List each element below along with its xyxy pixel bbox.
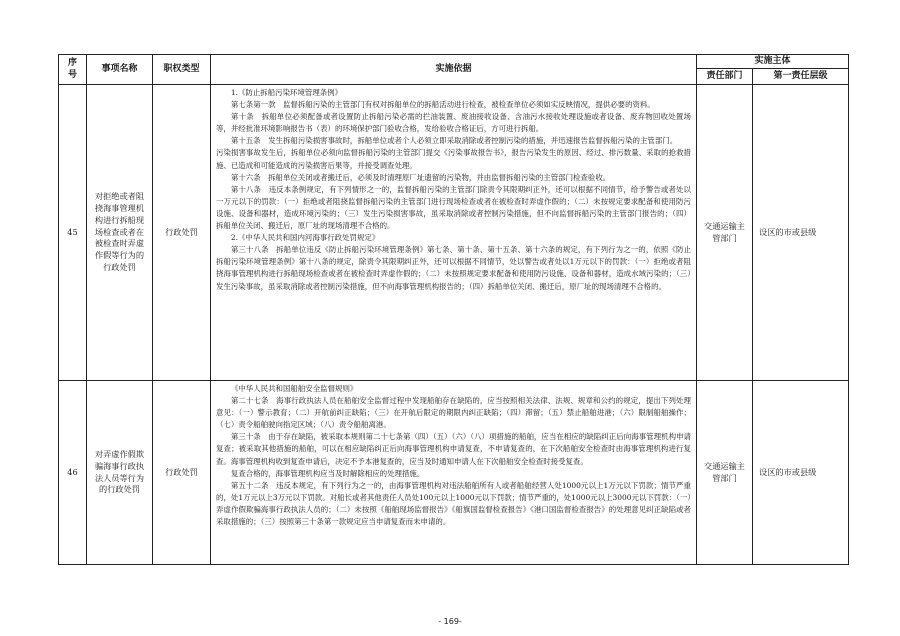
header-subject: 实施主体 bbox=[697, 55, 849, 69]
header-level: 第一责任层级 bbox=[753, 69, 849, 85]
row-seq: 46 bbox=[59, 381, 87, 565]
basis-line: 第十五条 发生拆船污染损害事故时，拆船单位或者个人必须立即采取消除或者控制污染的措施，并迅速报告监督拆船污染的主管部门。 bbox=[230, 136, 678, 146]
basis-line: 复查合格的，海事管理机构应当及时解除相应的处理措施。 bbox=[230, 468, 425, 478]
basis-line: 第五十二条 违反本规定，有下列行为之一的，由海事管理机构对违法船舶所有人或者船舶经营人处1000元以上1万元以下罚款；情节严重的，处1万元以上3万元以下罚款。对船长或者其他责任人员处100元以上1000元以下罚款；情节严重的，处1000元以上3000元以下罚款：（一）弄虚作假欺骗海事行政执法人员的；（二）未按照《船舶现场监督报告》《船旗国监督检查报告》《港口国监督检查报告》的处理意见纠正缺陷或者采取措施的；（三）按照第三十条第一款规定应当申请复查而未申请的。 bbox=[216, 480, 691, 527]
row-item-name: 对拒绝或者阻挠海事管理机构进行拆船现场检查或者在被检查时弄虚作假等行为的行政处罚 bbox=[87, 85, 153, 381]
row-dept: 交通运输主管部门 bbox=[697, 381, 753, 565]
row-basis bbox=[211, 85, 697, 381]
row-power-type: 行政处罚 bbox=[153, 85, 211, 381]
row-power-type: 行政处罚 bbox=[153, 381, 211, 565]
header-item-name: 事项名称 bbox=[87, 55, 153, 85]
table-row bbox=[59, 85, 849, 381]
basis-line: 第三十八条 拆船单位违反《防止拆船污染环境管理条例》第七条、第十条、第十五条、第十六条的规定，有下列行为之一的，依照《防止拆船污染环境管理条例》第十八条的规定，除责令其限期纠正外，还可以根据不同情节，处以警告或者处以1万元以下的罚款：（一）拒绝或者阻挠海事管理机构进行拆船现场检查或者在被检查时弄虚作假的；（二）未按照规定要求配备和使用防污设施、设备和器材，造成水域污染的；（三）发生污染事故，虽采取消除或者控制污染措施，但不向海事管理机构报告的；（四）拆船单位关闭、搬迁后，原厂址的现场清理不合格的。 bbox=[216, 245, 691, 291]
basis-line: 污染损害事故发生后，拆船单位必须向监督拆船污染的主管部门提交《污染事故报告书》，报告污染发生的原因、经过、排污数量、采取的抢救措施、已造成和可能造成的污染损害后果等，并接受调查处理。 bbox=[216, 148, 691, 170]
row-level: 设区的市或县级 bbox=[753, 381, 849, 565]
basis-line: 第七条第一款 监督拆船污染的主管部门有权对拆船单位的拆船活动进行检查，被检查单位必须如实反映情况，提供必要的资料。 bbox=[230, 100, 655, 110]
basis-line: 《中华人民共和国船舶安全监督规则》 bbox=[230, 384, 358, 393]
basis-line: 第十六条 拆船单位关闭或者搬迁后，必须及时清理原厂址遗留的污染物，并由监督拆船污染的主管部门检查验收。 bbox=[230, 172, 611, 182]
header-basis: 实施依据 bbox=[211, 55, 697, 85]
basis-line: 第二十七条 海事行政执法人员在船舶安全监督过程中发现船舶存在缺陷的，应当按照相关法律、法规、规章和公约的规定，提出下列处理意见：（一）警示教育；（二）开航前纠正缺陷；（三）在开航后限定的期限内纠正缺陷；（四）滞留；（五）禁止船舶进港；（六）限制船舶操作；（七）责令船舶驶向指定区域；（八）责令船舶离港。 bbox=[216, 396, 691, 430]
basis-line: 第十八条 违反本条例规定，有下列情形之一的，监督拆船污染的主管部门除责令其限期纠正外，还可以根据不同情节，给予警告或者处以一万元以下的罚款：（一）拒绝或者阻挠监督拆船污染的主管部门进行现场检查或者在被检查时弄虚作假的；（二）未按规定要求配备和使用防污设施、设备和器材，造成环境污染的；（三）发生污染损害事故，虽采取消除或者控制污染措施，但不向监督拆船污染的主管部门报告的；（四）拆船单位关闭、搬迁后，原厂址的现场清理不合格的。 bbox=[216, 184, 691, 231]
basis-line: 2.《中华人民共和国内河海事行政处罚规定》 bbox=[230, 233, 380, 243]
table-row bbox=[59, 381, 849, 565]
row-dept: 交通运输主管部门 bbox=[697, 85, 753, 381]
row-item-name: 对弄虚作假欺骗海事行政执法人员等行为的行政处罚 bbox=[87, 381, 153, 565]
basis-line: 第十条 拆船单位必须配备或者设置防止拆船污染必需的拦油装置、废油接收设备、含油污水接收处理设施或者设备、废弃物回收处置场等，并经批准环境影响报告书（表）的环境保护部门验收合格，发给验收合格证后，方可进行拆船。 bbox=[216, 112, 691, 134]
page-number: - 169- bbox=[438, 617, 462, 626]
power-list-table bbox=[58, 54, 849, 565]
basis-line: 1.《防止拆船污染环境管理条例》 bbox=[230, 88, 343, 97]
basis-line: 第三十条 由于存在缺陷，被采取本规则第二十七条第（四）（五）（六）（八）项措施的船舶，应当在相应的缺陷纠正后向海事管理机构申请复查；被采取其他措施的船舶，可以在相应缺陷纠正后向海事管理机构申请复查，不申请复查的，在下次船舶安全检查时由海事管理机构进行复查。海事管理机构收到复查申请后，决定不予本港复查的，应当及时通知申请人在下次船舶安全检查时接受复查。 bbox=[216, 432, 691, 466]
header-seq: 序号 bbox=[59, 55, 87, 85]
header-dept: 责任部门 bbox=[697, 69, 753, 85]
header-power-type: 职权类型 bbox=[153, 55, 211, 85]
row-level: 设区的市或县级 bbox=[753, 85, 849, 381]
row-basis bbox=[211, 381, 697, 565]
row-seq: 45 bbox=[59, 85, 87, 381]
